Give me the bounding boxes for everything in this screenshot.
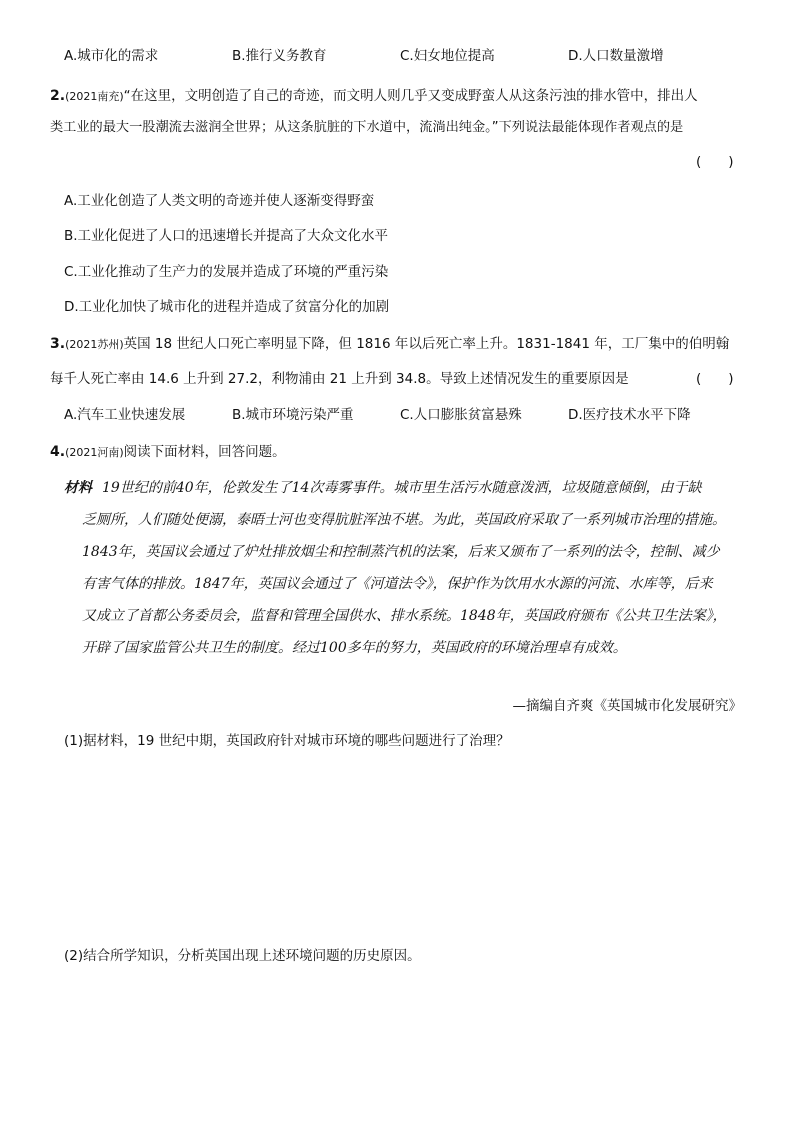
material-line: 开辟了国家监管公共卫生的制度。经过100多年的努力，英国政府的环境治理卓有成效。 [82, 640, 627, 656]
q2-option-c[interactable]: C.工业化推动了生产力的发展并造成了环境的严重污染 [64, 264, 389, 280]
q2-number: 2. [50, 88, 66, 104]
q2-source: (2021南充) [65, 90, 124, 103]
material-line [64, 472, 754, 504]
material-line-text: 19世纪的前40年，伦敦发生了14次毒雾事件。城市里生活污水随意泼洒，垃圾随意倾倒，由于缺 [102, 480, 702, 496]
q2-option-d[interactable]: D.工业化加快了城市化的进程并造成了贫富分化的加剧 [64, 299, 390, 315]
material-line: 乏厕所，人们随处便溺，泰晤士河也变得肮脏浑浊不堪。为此，英国政府采取了一系列城市治理的措施。 [82, 512, 726, 528]
q2-stem-text1: “在这里，文明创造了自己的奇迹，而文明人则几乎又变成野蛮人从这条污浊的排水管中，排出人 [123, 88, 698, 104]
material-line: 又成立了首都公务委员会，监督和管理全国供水、排水系统。1848年，英国政府颁布《公共卫生法案》， [82, 608, 727, 624]
material-label: 材料 [64, 480, 92, 496]
q3-number: 3. [50, 336, 66, 352]
q3-answer-paren[interactable]: ( ) [696, 371, 734, 387]
q2-option-b[interactable]: B.工业化促进了人口的迅速增长并提高了大众文化水平 [64, 228, 389, 244]
q4-subquestion-2: (2)结合所学知识，分析英国出现上述环境问题的历史原因。 [64, 948, 421, 964]
q3-option-b[interactable]: B.城市环境污染严重 [232, 407, 354, 423]
q4-stem-text: 阅读下面材料，回答问题。 [123, 444, 286, 460]
q2-stem-line1 [50, 86, 698, 107]
q4-subquestion-1: (1)据材料，19 世纪中期，英国政府针对城市环境的哪些问题进行了治理？ [64, 733, 510, 749]
q3-stem-text1: 英国 18 世纪人口死亡率明显下降，但 1816 年以后死亡率上升。1831-1841 年，工厂集中的伯明翰 [123, 336, 730, 352]
q4-stem [50, 442, 286, 463]
material-source: —摘编自齐爽《英国城市化发展研究》 [512, 698, 742, 714]
q1-option-c[interactable]: C.妇女地位提高 [400, 48, 495, 64]
q3-option-a[interactable]: A.汽车工业快速发展 [64, 407, 186, 423]
q1-option-d[interactable]: D.人口数量激增 [568, 48, 664, 64]
q3-option-d[interactable]: D.医疗技术水平下降 [568, 407, 691, 423]
q2-option-a[interactable]: A.工业化创造了人类文明的奇迹并使人逐渐变得野蛮 [64, 193, 375, 209]
q4-material [64, 472, 754, 664]
q3-stem-line2: 每千人死亡率由 14.6 上升到 27.2，利物浦由 21 上升到 34.8。导致上述情况发生的重要原因是 [50, 371, 629, 387]
q4-source: (2021河南) [65, 446, 124, 459]
q4-number: 4. [50, 444, 66, 460]
q1-option-a[interactable]: A.城市化的需求 [64, 48, 159, 64]
q3-stem-line1 [50, 334, 729, 355]
q2-stem-line2: 类工业的最大一股潮流去滋润全世界；从这条肮脏的下水道中，流淌出纯金。”下列说法最能体现作者观点的是 [50, 120, 684, 135]
material-line: 1843年，英国议会通过了炉灶排放烟尘和控制蒸汽机的法案，后来又颁布了一系列的法令，控制、减少 [82, 544, 720, 560]
q3-source: (2021苏州) [65, 338, 124, 351]
q2-answer-paren[interactable]: ( ) [696, 154, 734, 170]
q3-option-c[interactable]: C.人口膨胀贫富悬殊 [400, 407, 522, 423]
material-line: 有害气体的排放。1847年，英国议会通过了《河道法令》，保护作为饮用水水源的河流、水库等，后来 [82, 576, 713, 592]
q1-option-b[interactable]: B.推行义务教育 [232, 48, 327, 64]
